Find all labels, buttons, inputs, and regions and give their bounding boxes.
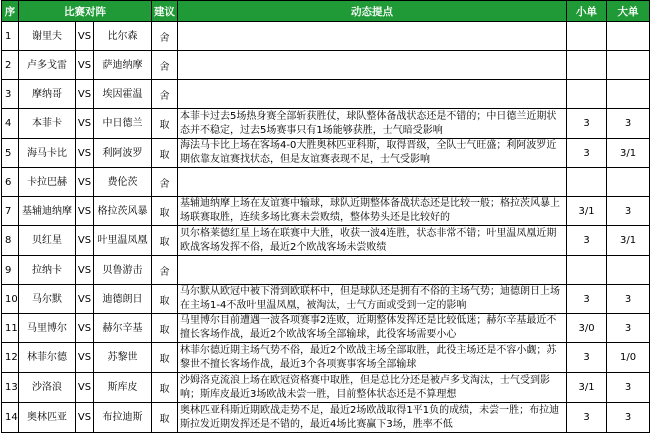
row-index: 1 bbox=[2, 22, 19, 51]
small-bet: 3 bbox=[567, 226, 607, 256]
table-row bbox=[2, 22, 650, 51]
table-row bbox=[2, 256, 650, 285]
advice-cell: 取 bbox=[152, 343, 178, 373]
note-cell: 沙姆洛克流浪上场在欧冠资格赛中取胜，但是总比分还是被卢多戈淘汰，士气受到影响；斯库皮最近3场欧战未尝一胜，目前整体状态还是不算理想 bbox=[178, 373, 567, 403]
vs-label: VS bbox=[76, 226, 94, 256]
small-bet: 3 bbox=[567, 403, 607, 433]
away-team: 贝鲁游击 bbox=[94, 256, 152, 285]
away-team: 利阿波罗 bbox=[94, 139, 152, 168]
small-bet: 3 bbox=[567, 285, 607, 314]
big-bet bbox=[607, 22, 650, 51]
header-index: 序 bbox=[2, 1, 19, 22]
home-team: 本菲卡 bbox=[19, 109, 76, 139]
note-cell: 海法马卡比上场在客场4-0大胜奥林匹亚科斯，取得晋级，全队士气旺盛；利阿波罗近期依靠友谊赛找状态，但是友谊赛表现不足，士气受影响 bbox=[178, 139, 567, 168]
table-row bbox=[2, 109, 650, 139]
small-bet: 3/1 bbox=[567, 197, 607, 226]
big-bet bbox=[607, 256, 650, 285]
advice-cell: 取 bbox=[152, 373, 178, 403]
big-bet bbox=[607, 168, 650, 197]
row-index: 7 bbox=[2, 197, 19, 226]
home-team: 马尔默 bbox=[19, 285, 76, 314]
vs-label: VS bbox=[76, 80, 94, 109]
header-advice: 建议 bbox=[152, 1, 178, 22]
note-cell: 贝尔格莱德红星上场在联赛中大胜，收获一波4连胜，状态非常不错；叶里温凤凰近期欧战客场发挥不俗，最近2个欧战客场未尝败绩 bbox=[178, 226, 567, 256]
table-row bbox=[2, 139, 650, 168]
header-small: 小单 bbox=[567, 1, 607, 22]
big-bet: 3 bbox=[607, 403, 650, 433]
advice-cell: 取 bbox=[152, 403, 178, 433]
away-team: 叶里温凤凰 bbox=[94, 226, 152, 256]
home-team: 奥林匹亚 bbox=[19, 403, 76, 433]
big-bet: 3 bbox=[607, 109, 650, 139]
note-cell: 基辅迪纳摩上场在友谊赛中输球，球队近期整体备战状态还是比较一般；格拉茨风暴上场联赛取胜，连续多场比赛未尝败绩，整体势头还是比较好的 bbox=[178, 197, 567, 226]
row-index: 4 bbox=[2, 109, 19, 139]
header-row bbox=[2, 1, 650, 22]
row-index: 12 bbox=[2, 343, 19, 373]
row-index: 9 bbox=[2, 256, 19, 285]
table-row bbox=[2, 343, 650, 373]
note-cell: 奥林匹亚科斯近期欧战走势不足，最近2场欧战取得1平1负的成绩，未尝一胜；布拉迪斯拉发近期发挥还是不错的，最近4场比赛赢下3场，胜率不低 bbox=[178, 403, 567, 433]
big-bet: 3 bbox=[607, 373, 650, 403]
table-row bbox=[2, 226, 650, 256]
note-cell: 本菲卡过去5场热身赛全部斩获胜仗，球队整体备战状态还是不错的；中日德兰近期状态并不稳定，过去5场赛事只有1场能够获胜，士气暗受影响 bbox=[178, 109, 567, 139]
vs-label: VS bbox=[76, 314, 94, 343]
row-index: 3 bbox=[2, 80, 19, 109]
vs-label: VS bbox=[76, 22, 94, 51]
advice-cell: 取 bbox=[152, 109, 178, 139]
header-notes: 动态提点 bbox=[178, 1, 567, 22]
small-bet: 3 bbox=[567, 109, 607, 139]
advice-cell: 舍 bbox=[152, 168, 178, 197]
away-team: 布拉迪斯 bbox=[94, 403, 152, 433]
note-cell bbox=[178, 51, 567, 80]
home-team: 基辅迪纳摩 bbox=[19, 197, 76, 226]
header-match: 比赛对阵 bbox=[19, 1, 152, 22]
advice-cell: 舍 bbox=[152, 256, 178, 285]
big-bet: 3 bbox=[607, 285, 650, 314]
table-row bbox=[2, 314, 650, 343]
note-cell: 马里博尔目前遭遇一波各项赛事2连败，近期整体发挥还是比较低迷；赫尔辛基最近不擅长客场作战，最近2个欧战客场全部输球，此役客场需要小心 bbox=[178, 314, 567, 343]
row-index: 5 bbox=[2, 139, 19, 168]
header-big: 大单 bbox=[607, 1, 650, 22]
home-team: 卡拉巴赫 bbox=[19, 168, 76, 197]
big-bet: 3 bbox=[607, 314, 650, 343]
row-index: 13 bbox=[2, 373, 19, 403]
note-cell bbox=[178, 80, 567, 109]
note-cell: 马尔默从欧冠中被下滑到欧联杯中，但是球队还是拥有不俗的主场气势；迪德朗日上场在主场1-4不敌叶里温凤凰，被淘汰，士气方面或受到一定的影响 bbox=[178, 285, 567, 314]
away-team: 苏黎世 bbox=[94, 343, 152, 373]
note-cell bbox=[178, 168, 567, 197]
small-bet bbox=[567, 168, 607, 197]
big-bet bbox=[607, 51, 650, 80]
home-team: 谢里夫 bbox=[19, 22, 76, 51]
row-index: 6 bbox=[2, 168, 19, 197]
vs-label: VS bbox=[76, 139, 94, 168]
table-row bbox=[2, 373, 650, 403]
away-team: 斯库皮 bbox=[94, 373, 152, 403]
vs-label: VS bbox=[76, 109, 94, 139]
away-team: 费伦茨 bbox=[94, 168, 152, 197]
advice-cell: 取 bbox=[152, 285, 178, 314]
home-team: 沙洛浪 bbox=[19, 373, 76, 403]
small-bet bbox=[567, 51, 607, 80]
small-bet bbox=[567, 256, 607, 285]
small-bet: 3/0 bbox=[567, 314, 607, 343]
big-bet: 3 bbox=[607, 197, 650, 226]
note-cell bbox=[178, 256, 567, 285]
advice-cell: 取 bbox=[152, 226, 178, 256]
away-team: 格拉茨风暴 bbox=[94, 197, 152, 226]
vs-label: VS bbox=[76, 197, 94, 226]
table-row bbox=[2, 403, 650, 433]
table-row bbox=[2, 51, 650, 80]
big-bet: 3/1 bbox=[607, 226, 650, 256]
away-team: 比尔森 bbox=[94, 22, 152, 51]
table-row bbox=[2, 285, 650, 314]
advice-cell: 舍 bbox=[152, 22, 178, 51]
row-index: 14 bbox=[2, 403, 19, 433]
big-bet bbox=[607, 80, 650, 109]
big-bet: 1/0 bbox=[607, 343, 650, 373]
table-row bbox=[2, 80, 650, 109]
advice-cell: 舍 bbox=[152, 51, 178, 80]
row-index: 11 bbox=[2, 314, 19, 343]
away-team: 迪德朗日 bbox=[94, 285, 152, 314]
vs-label: VS bbox=[76, 285, 94, 314]
big-bet: 3/1 bbox=[607, 139, 650, 168]
home-team: 林菲尔德 bbox=[19, 343, 76, 373]
advice-cell: 舍 bbox=[152, 80, 178, 109]
home-team: 海马卡比 bbox=[19, 139, 76, 168]
away-team: 赫尔辛基 bbox=[94, 314, 152, 343]
vs-label: VS bbox=[76, 256, 94, 285]
small-bet: 3 bbox=[567, 343, 607, 373]
table-row bbox=[2, 168, 650, 197]
note-cell: 林菲尔德近期主场气势不俗，最近2个欧战主场全部取胜，此役主场还是不容小觑；苏黎世不擅长客场作战，最近3个各项赛事客场全部输球 bbox=[178, 343, 567, 373]
advice-cell: 取 bbox=[152, 314, 178, 343]
small-bet bbox=[567, 22, 607, 51]
row-index: 2 bbox=[2, 51, 19, 80]
vs-label: VS bbox=[76, 168, 94, 197]
note-cell bbox=[178, 22, 567, 51]
vs-label: VS bbox=[76, 373, 94, 403]
small-bet: 3 bbox=[567, 139, 607, 168]
table-row bbox=[2, 197, 650, 226]
advice-cell: 取 bbox=[152, 197, 178, 226]
vs-label: VS bbox=[76, 343, 94, 373]
home-team: 卢多戈雷 bbox=[19, 51, 76, 80]
away-team: 埃因霍温 bbox=[94, 80, 152, 109]
home-team: 马里博尔 bbox=[19, 314, 76, 343]
row-index: 8 bbox=[2, 226, 19, 256]
small-bet bbox=[567, 80, 607, 109]
home-team: 拉纳卡 bbox=[19, 256, 76, 285]
away-team: 中日德兰 bbox=[94, 109, 152, 139]
away-team: 萨迪纳摩 bbox=[94, 51, 152, 80]
home-team: 摩纳哥 bbox=[19, 80, 76, 109]
vs-label: VS bbox=[76, 403, 94, 433]
row-index: 10 bbox=[2, 285, 19, 314]
vs-label: VS bbox=[76, 51, 94, 80]
match-table bbox=[1, 0, 650, 433]
home-team: 贝红星 bbox=[19, 226, 76, 256]
advice-cell: 取 bbox=[152, 139, 178, 168]
small-bet: 3/1 bbox=[567, 373, 607, 403]
